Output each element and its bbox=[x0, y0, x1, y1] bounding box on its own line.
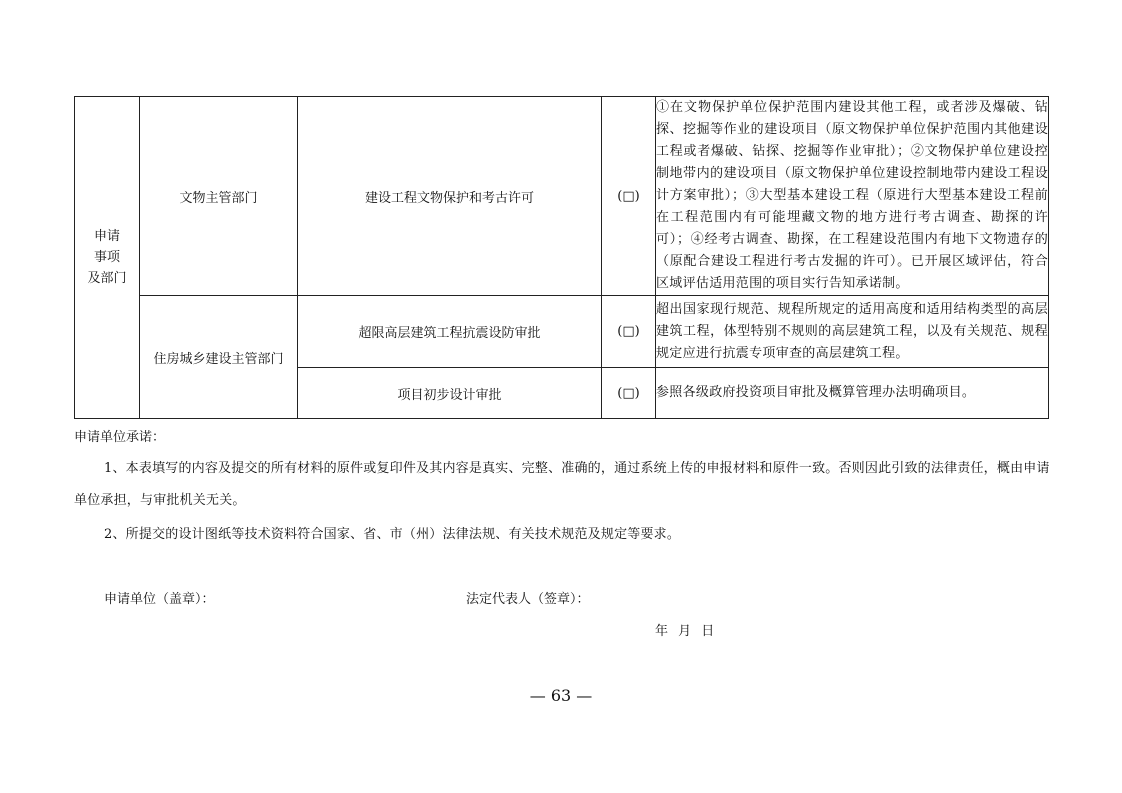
table-row bbox=[75, 296, 1049, 368]
table-row bbox=[75, 97, 1049, 296]
item-cell-cultural-relics-permit: 建设工程文物保护和考古许可 bbox=[298, 97, 602, 296]
section-label-line: 事项 bbox=[93, 250, 120, 265]
pledge-title: 申请单位承诺： bbox=[74, 430, 166, 445]
checkbox-cultural-relics-permit[interactable]: (□) bbox=[602, 97, 656, 296]
applicant-pledge bbox=[74, 429, 1054, 551]
description-cell-cultural-relics-permit: ①在文物保护单位保护范围内建设其他工程，或者涉及爆破、钻探、挖掘等作业的建设项目（原文物保护单位保护范围内其他建设工程或者爆破、钻探、挖掘等作业审批）；②文物保护单位建设控制地带内的建设项目（原文物保护单位建设控制地带内建设工程设计方案审批）；③大型基本建设工程（原进行大型基本建设工程前在工程范围内有可能埋藏文物的地方进行考古调查、勘探的许可）；④经考古调查、勘探，在工程建设范围内有地下文物遗存的（原配合建设工程进行考古发掘的许可）。已开展区域评估，符合区域评估适用范围的项目实行告知承诺制。 bbox=[656, 97, 1049, 296]
date-label: 年 月 日 bbox=[655, 624, 715, 639]
representative-signature-label: 法定代表人（签章）： bbox=[466, 592, 590, 607]
description-cell-preliminary-design: 参照各级政府投资项目审批及概算管理办法明确项目。 bbox=[656, 368, 1049, 419]
item-cell-seismic-approval: 超限高层建筑工程抗震设防审批 bbox=[298, 296, 602, 368]
checkbox-seismic-approval[interactable]: (□) bbox=[602, 296, 656, 368]
department-cell-housing-construction: 住房城乡建设主管部门 bbox=[140, 296, 298, 419]
section-label-cell bbox=[75, 97, 140, 419]
department-cell-cultural-relics: 文物主管部门 bbox=[140, 97, 298, 296]
pledge-item: 2、所提交的设计图纸等技术资料符合国家、省、市（州）法律法规、有关技术规范及规定等要求。 bbox=[104, 527, 681, 542]
description-cell-seismic-approval: 超出国家现行规范、规程所规定的适用高度和适用结构类型的高层建筑工程，体型特别不规则的高层建筑工程，以及有关规范、规程规定应进行抗震专项审查的高层建筑工程。 bbox=[656, 296, 1049, 368]
checkbox-preliminary-design[interactable]: (□) bbox=[602, 368, 656, 419]
section-label-line: 及部门 bbox=[87, 271, 127, 286]
applicant-seal-label: 申请单位（盖章）： bbox=[104, 592, 215, 607]
section-label-line: 申请 bbox=[93, 229, 120, 244]
application-items-table bbox=[74, 96, 1049, 419]
item-cell-preliminary-design: 项目初步设计审批 bbox=[298, 368, 602, 419]
pledge-item: 1、本表填写的内容及提交的所有材料的原件或复印件及其内容是真实、完整、准确的，通过系统上传的申报材料和原件一致。否则因此引致的法律责任，概由申请单位承担，与审批机关无关。 bbox=[74, 461, 1050, 508]
page-number: — 63 — bbox=[529, 686, 593, 705]
